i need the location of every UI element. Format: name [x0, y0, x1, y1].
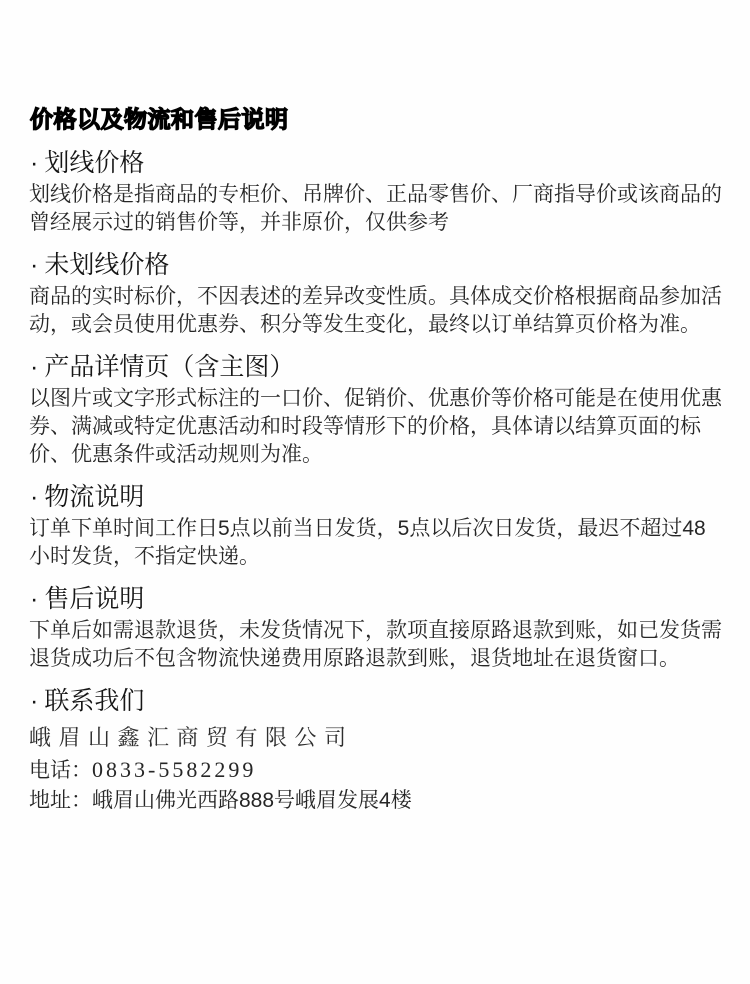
bullet-dot-icon: · [30, 483, 39, 511]
section-title-contact [29, 686, 725, 717]
page-title: 价格以及物流和售后说明 [30, 106, 289, 132]
section-title-text: 售后说明 [44, 585, 145, 613]
price-logistics-notice-page [0, 103, 750, 816]
phone-label: 电话： [29, 759, 92, 782]
section-body-logistics: 订单下单时间工作日5点以前当日发货，5点以后次日发货，最迟不超过48小时发货，不指定快递。 [29, 517, 706, 568]
section-title-text: 产品详情页（含主图） [44, 353, 295, 381]
section-title-logistics [29, 482, 725, 513]
section-body-product-detail-page: 以图片或文字形式标注的一口价、促销价、优惠价等价格可能是在使用优惠券、满减或特定优惠活动和时段等情形下的价格，具体请以结算页面的标价、优惠条件或活动规则为准。 [29, 387, 722, 466]
section-body-aftersales: 下单后如需退款退货，未发货情况下，款项直接原路退款到账，如已发货需退货成功后不包含物流快递费用原路退款到账，退货地址在退货窗口。 [29, 619, 722, 670]
section-title-text: 联系我们 [44, 687, 145, 715]
section-aftersales [29, 584, 725, 673]
bullet-dot-icon: · [30, 251, 39, 279]
section-title-text: 物流说明 [44, 483, 145, 511]
section-body-strikethrough-price: 划线价格是指商品的专柜价、吊牌价、正品零售价、厂商指导价或该商品的曾经展示过的销售价等，并非原价，仅供参考 [29, 183, 722, 234]
section-title-strikethrough-price [29, 148, 725, 179]
section-non-strikethrough-price [29, 250, 725, 339]
address-value: 峨眉山佛光西路888号峨眉发展4楼 [92, 789, 412, 812]
section-strikethrough-price [29, 148, 725, 237]
section-title-text: 划线价格 [44, 149, 145, 177]
section-contact [29, 686, 725, 816]
section-body-non-strikethrough-price: 商品的实时标价，不因表述的差异改变性质。具体成交价格根据商品参加活动，或会员使用优惠券、积分等发生变化，最终以订单结算页价格为准。 [29, 285, 722, 336]
section-logistics [29, 482, 725, 571]
phone-line [29, 754, 725, 786]
section-title-text: 未划线价格 [44, 251, 170, 279]
bullet-dot-icon: · [30, 687, 39, 715]
phone-number: 0833-5582299 [92, 757, 257, 782]
address-line [29, 786, 725, 816]
section-title-product-detail-page [29, 352, 725, 383]
section-title-non-strikethrough-price [29, 250, 725, 281]
section-title-aftersales [29, 584, 725, 615]
address-label: 地址： [29, 789, 92, 812]
bullet-dot-icon: · [30, 353, 39, 381]
bullet-dot-icon: · [30, 585, 39, 613]
section-product-detail-page [29, 352, 725, 469]
company-name: 峨眉山鑫汇商贸有限公司 [29, 725, 354, 750]
bullet-dot-icon: · [30, 149, 39, 177]
